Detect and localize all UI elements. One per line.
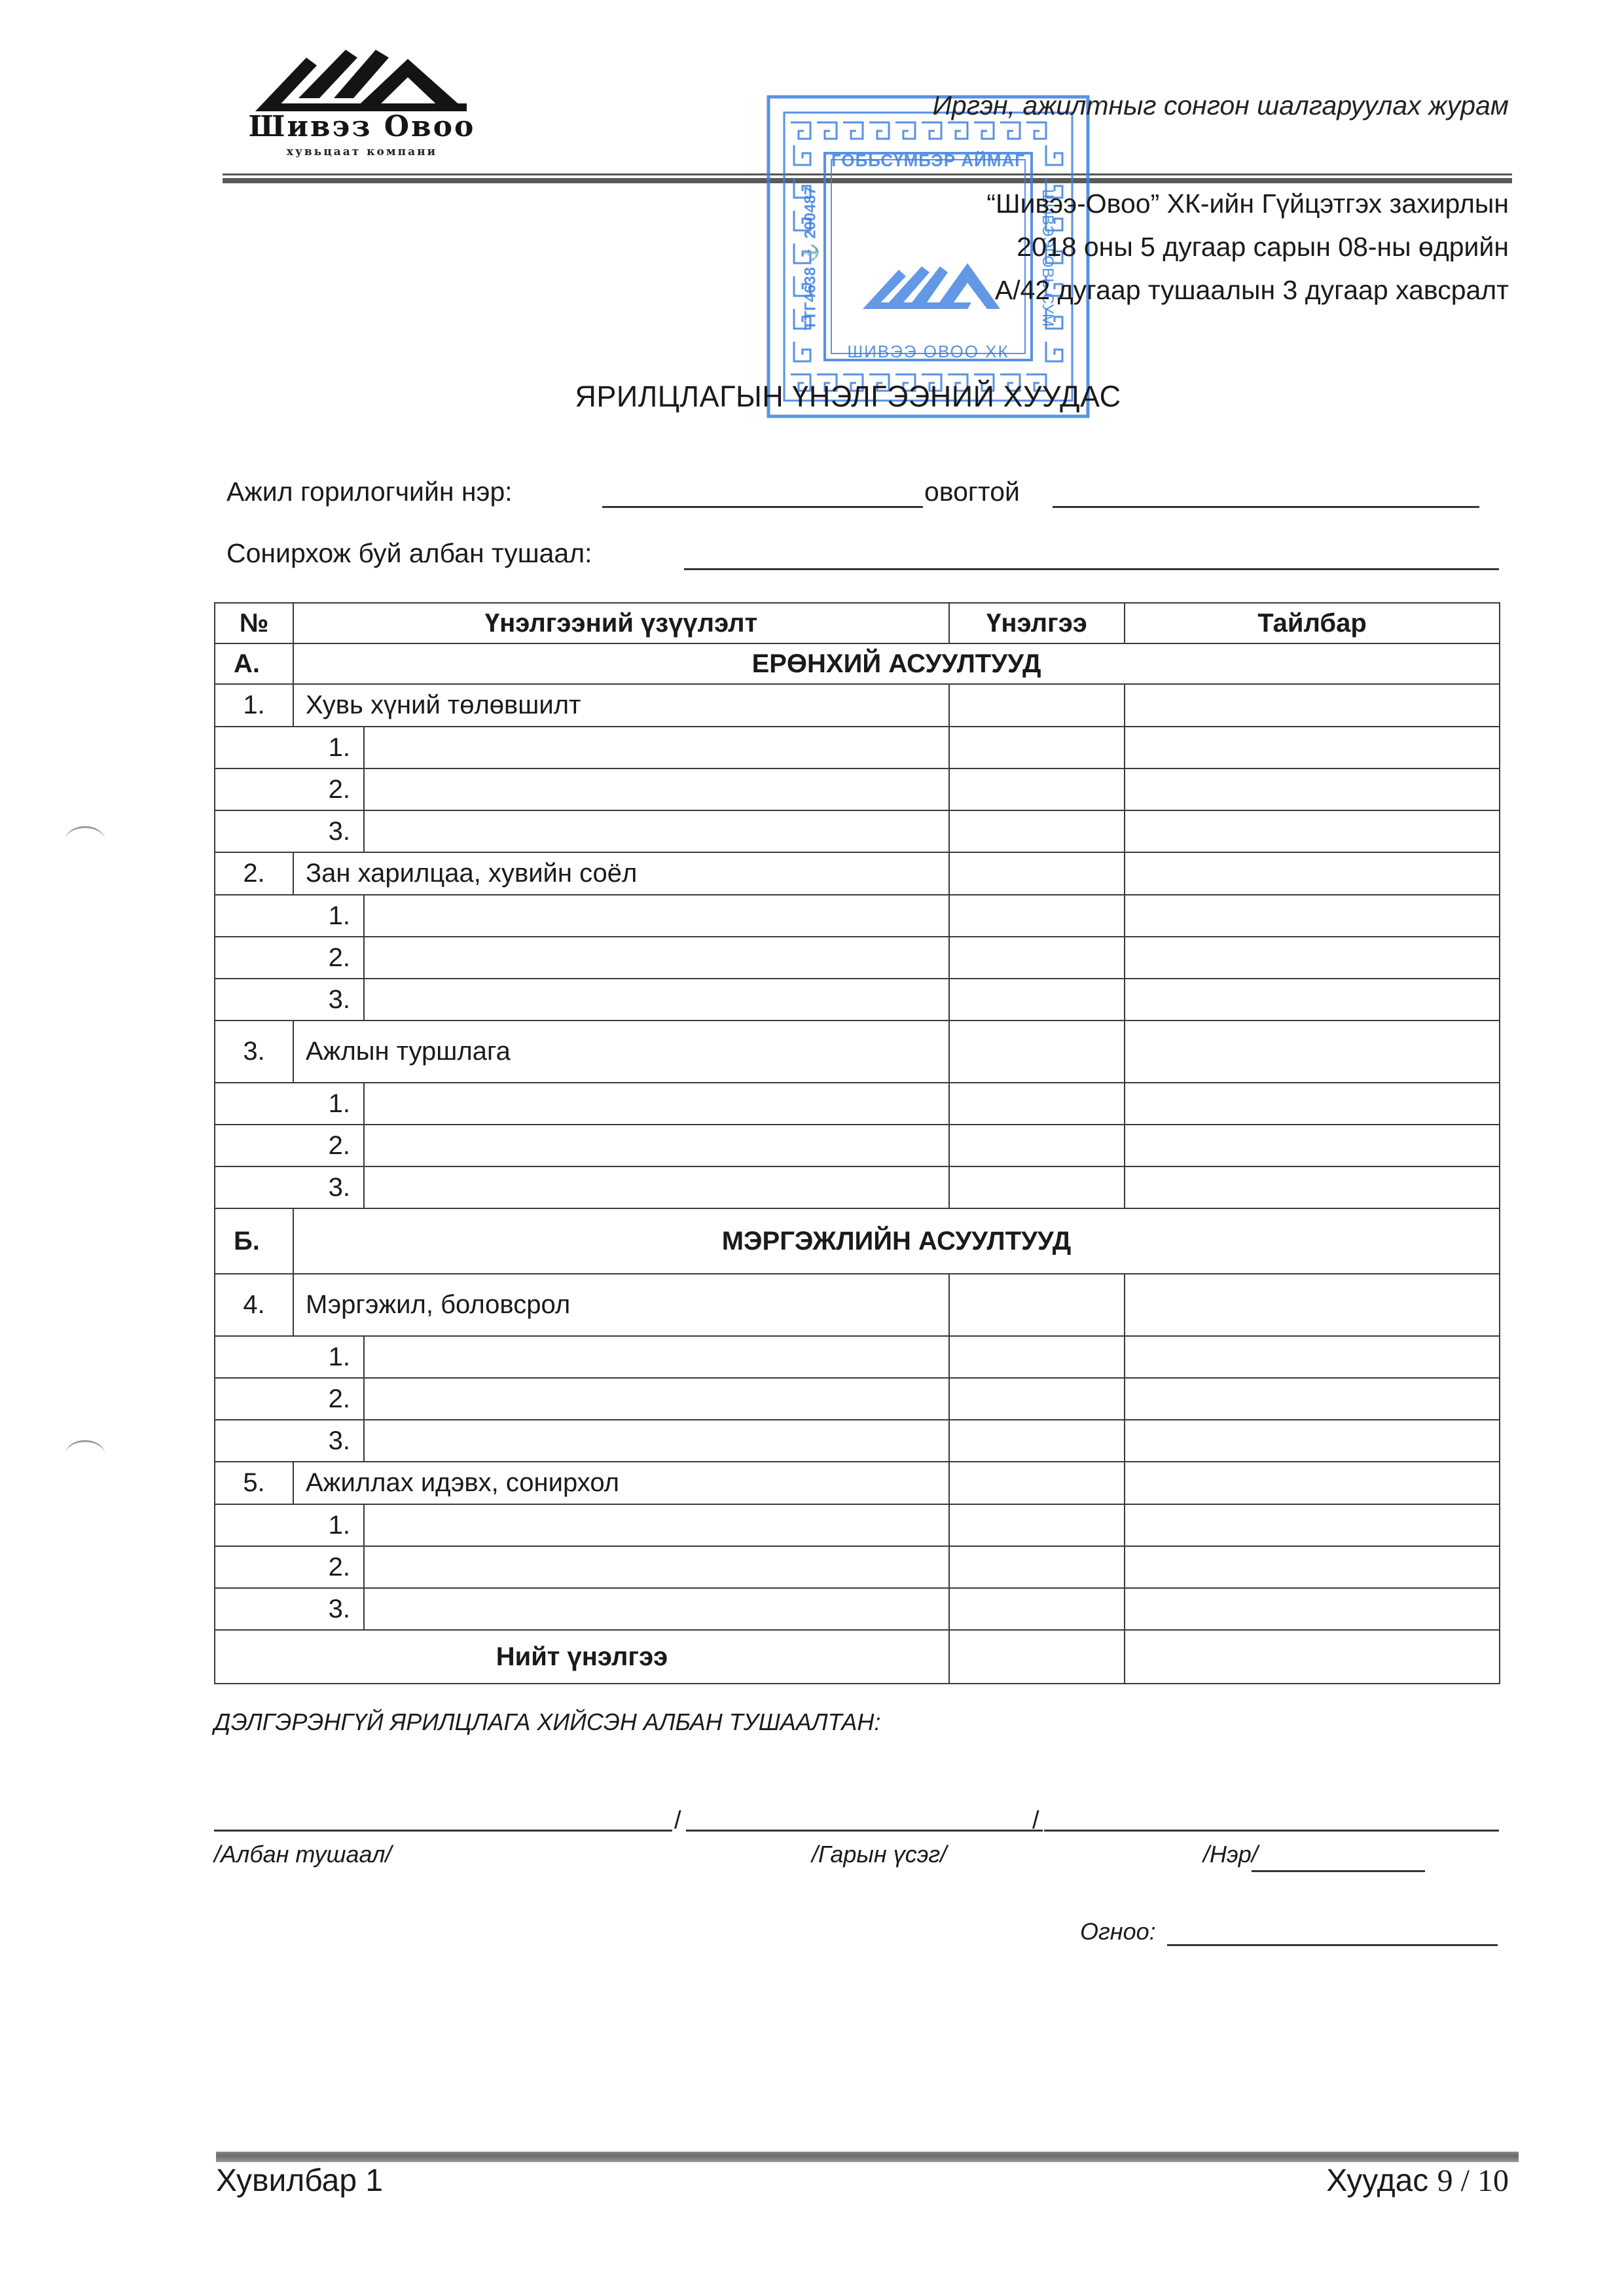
comment-cell[interactable] [1125, 1462, 1500, 1504]
criterion-row [215, 1462, 1500, 1504]
separator: / [1032, 1807, 1039, 1834]
score-cell[interactable] [949, 810, 1125, 852]
procedure-title: Иргэн, ажилтныг сонгон шалгаруулах журам [932, 90, 1509, 120]
sub-question-cell[interactable] [364, 1166, 949, 1208]
comment-cell[interactable] [1125, 895, 1500, 937]
sub-question-cell[interactable] [364, 1588, 949, 1630]
comment-cell[interactable] [1125, 979, 1500, 1021]
version-label: Хувилбар 1 [216, 2163, 384, 2198]
stamp-bottom-text: ШИВЭЭ ОВОО ХК [847, 342, 1009, 361]
sub-question-number: 3. [215, 1166, 364, 1208]
total-comment-cell[interactable] [1125, 1630, 1500, 1684]
position-caption: /Албан тушаал/ [214, 1841, 392, 1868]
footer-rule [216, 2152, 1519, 2162]
position-field[interactable] [684, 568, 1499, 570]
candidate-name-label: Ажил горилогчийн нэр: [226, 477, 513, 507]
page-indicator [1326, 2163, 1509, 2199]
sub-question-cell[interactable] [364, 727, 949, 768]
sub-question-number: 3. [215, 1588, 364, 1630]
section-code: Б. [215, 1208, 293, 1274]
page-label: Хуудас [1326, 2163, 1429, 2198]
sub-question-row [215, 979, 1500, 1021]
punch-hole-mark [65, 826, 105, 854]
sub-question-row [215, 1336, 1500, 1378]
date-field[interactable] [1167, 1944, 1498, 1946]
signature-heading: ДЭЛГЭРЭНГҮЙ ЯРИЛЦЛАГА ХИЙСЭН АЛБАН ТУШААЛТАН: [214, 1708, 881, 1735]
sub-question-number: 1. [215, 1336, 364, 1378]
header-comment: Тайлбар [1125, 603, 1500, 643]
sub-question-cell[interactable] [364, 895, 949, 937]
score-cell[interactable] [949, 1420, 1125, 1462]
logo-company-type: хувьцаат компани [286, 145, 438, 158]
criterion-number: 4. [215, 1274, 293, 1336]
sub-question-number: 1. [215, 895, 364, 937]
comment-cell[interactable] [1125, 1125, 1500, 1166]
score-cell[interactable] [949, 979, 1125, 1021]
reference-line: 2018 оны 5 дугаар сарын 08-ны өдрийн [1017, 232, 1509, 262]
score-cell[interactable] [949, 1021, 1125, 1083]
score-cell[interactable] [949, 1546, 1125, 1588]
sub-question-number: 2. [215, 1125, 364, 1166]
criterion-label: Хувь хүний төлөвшилт [293, 684, 949, 727]
section-title: МЭРГЭЖЛИЙН АСУУЛТУУД [293, 1208, 1500, 1274]
sub-question-number: 2. [215, 937, 364, 979]
score-cell[interactable] [949, 727, 1125, 768]
total-row [215, 1630, 1500, 1684]
position-label: Сонирхож буй албан тушаал: [226, 538, 592, 568]
section-row [215, 643, 1500, 684]
score-cell[interactable] [949, 1274, 1125, 1336]
sub-question-number: 2. [215, 1546, 364, 1588]
table-header-row [215, 603, 1500, 643]
sub-question-number: 2. [215, 1378, 364, 1420]
position-signature-line[interactable] [214, 1830, 672, 1832]
candidate-name-field[interactable] [602, 506, 923, 508]
signature-line[interactable] [686, 1830, 1043, 1832]
sub-question-row [215, 937, 1500, 979]
stamp-left-text: ТТГ4638 ⚓ 200487 [801, 186, 820, 331]
sub-question-row [215, 1083, 1500, 1125]
page-number: 9 / 10 [1437, 2163, 1509, 2198]
signature-caption: /Гарын үсэг/ [812, 1841, 947, 1868]
score-cell[interactable] [949, 768, 1125, 810]
comment-cell[interactable] [1125, 1420, 1500, 1462]
total-label: Нийт үнэлгээ [215, 1630, 949, 1684]
comment-cell[interactable] [1125, 1166, 1500, 1208]
sub-question-row [215, 895, 1500, 937]
stamp-right-text: ШИВЭЭГОВЬ СУМ [1039, 189, 1056, 327]
name-signature-line[interactable] [1044, 1830, 1499, 1832]
sub-question-number: 3. [215, 810, 364, 852]
comment-cell[interactable] [1125, 1274, 1500, 1336]
comment-cell[interactable] [1125, 1378, 1500, 1420]
criterion-row [215, 852, 1500, 895]
sub-question-cell[interactable] [364, 1336, 949, 1378]
sub-question-number: 2. [215, 768, 364, 810]
score-cell[interactable] [949, 937, 1125, 979]
comment-cell[interactable] [1125, 1083, 1500, 1125]
sub-question-row [215, 727, 1500, 768]
criterion-row [215, 684, 1500, 727]
sub-question-row [215, 1166, 1500, 1208]
sub-question-cell[interactable] [364, 1378, 949, 1420]
evaluation-table [214, 602, 1499, 1684]
reference-line: А/42 дугаар тушаалын 3 дугаар хавсралт [994, 275, 1509, 305]
sub-question-cell[interactable] [364, 1504, 949, 1546]
criterion-label: Ажиллах идэвх, сонирхол [293, 1462, 949, 1504]
sub-question-row [215, 1504, 1500, 1546]
sub-question-row [215, 1546, 1500, 1588]
criterion-number: 2. [215, 852, 293, 895]
score-cell[interactable] [949, 895, 1125, 937]
comment-cell[interactable] [1125, 768, 1500, 810]
name-caption: /Нэр/ [1203, 1841, 1258, 1868]
criterion-number: 5. [215, 1462, 293, 1504]
score-cell[interactable] [949, 1336, 1125, 1378]
sub-question-cell[interactable] [364, 1083, 949, 1125]
comment-cell[interactable] [1125, 684, 1500, 727]
score-cell[interactable] [949, 1083, 1125, 1125]
date-label: Огноо: [1080, 1918, 1156, 1945]
sub-question-number: 1. [215, 1083, 364, 1125]
sub-question-cell[interactable] [364, 1546, 949, 1588]
surname-field[interactable] [1053, 506, 1479, 508]
criterion-label: Зан харилцаа, хувийн соёл [293, 852, 949, 895]
header-number: № [215, 603, 293, 643]
score-cell[interactable] [949, 1462, 1125, 1504]
stamp-top-text: ГОБЬСҮМБЭР АЙМАГ [831, 151, 1025, 170]
section-title: ЕРӨНХИЙ АСУУЛТУУД [293, 643, 1500, 684]
sub-question-row [215, 810, 1500, 852]
comment-cell[interactable] [1125, 1336, 1500, 1378]
sub-question-cell[interactable] [364, 979, 949, 1021]
score-cell[interactable] [949, 1504, 1125, 1546]
sub-question-row [215, 768, 1500, 810]
name-field[interactable] [1252, 1870, 1425, 1872]
score-cell[interactable] [949, 1588, 1125, 1630]
criterion-number: 3. [215, 1021, 293, 1083]
comment-cell[interactable] [1125, 727, 1500, 768]
sub-question-number: 1. [215, 727, 364, 768]
section-code: А. [215, 643, 293, 684]
criterion-label: Ажлын туршлага [293, 1021, 949, 1083]
sub-question-cell[interactable] [364, 1420, 949, 1462]
comment-cell[interactable] [1125, 1504, 1500, 1546]
sub-question-cell[interactable] [364, 937, 949, 979]
separator: / [674, 1807, 681, 1834]
comment-cell[interactable] [1125, 852, 1500, 895]
comment-cell[interactable] [1125, 1021, 1500, 1083]
sub-question-row [215, 1125, 1500, 1166]
sub-question-row [215, 1420, 1500, 1462]
document-title: ЯРИЛЦЛАГЫН ҮНЭЛГЭЭНИЙ ХУУДАС [575, 380, 1121, 413]
score-cell[interactable] [949, 1166, 1125, 1208]
criterion-number: 1. [215, 684, 293, 727]
comment-cell[interactable] [1125, 1546, 1500, 1588]
header-score: Үнэлгээ [949, 603, 1125, 643]
sub-question-cell[interactable] [364, 768, 949, 810]
score-cell[interactable] [949, 1378, 1125, 1420]
surname-label: овогтой [924, 477, 1020, 507]
score-cell[interactable] [949, 684, 1125, 727]
comment-cell[interactable] [1125, 1588, 1500, 1630]
score-cell[interactable] [949, 852, 1125, 895]
sub-question-number: 1. [215, 1504, 364, 1546]
section-row [215, 1208, 1500, 1274]
sub-question-number: 3. [215, 1420, 364, 1462]
criterion-row [215, 1274, 1500, 1336]
sub-question-row [215, 1378, 1500, 1420]
criterion-label: Мэргэжил, боловсрол [293, 1274, 949, 1336]
punch-hole-mark [65, 1440, 105, 1468]
comment-cell[interactable] [1125, 810, 1500, 852]
sub-question-row [215, 1588, 1500, 1630]
score-cell[interactable] [949, 1125, 1125, 1166]
criterion-row [215, 1021, 1500, 1083]
reference-line: “Шивээ-Овоо” ХК-ийн Гүйцэтгэх захирлын [986, 189, 1509, 219]
sub-question-cell[interactable] [364, 1125, 949, 1166]
header-criteria: Үнэлгээний үзүүлэлт [293, 603, 949, 643]
total-score-cell[interactable] [949, 1630, 1125, 1684]
comment-cell[interactable] [1125, 937, 1500, 979]
sub-question-number: 3. [215, 979, 364, 1021]
sub-question-cell[interactable] [364, 810, 949, 852]
logo-company-name: Шивэз Овоо [248, 110, 476, 143]
